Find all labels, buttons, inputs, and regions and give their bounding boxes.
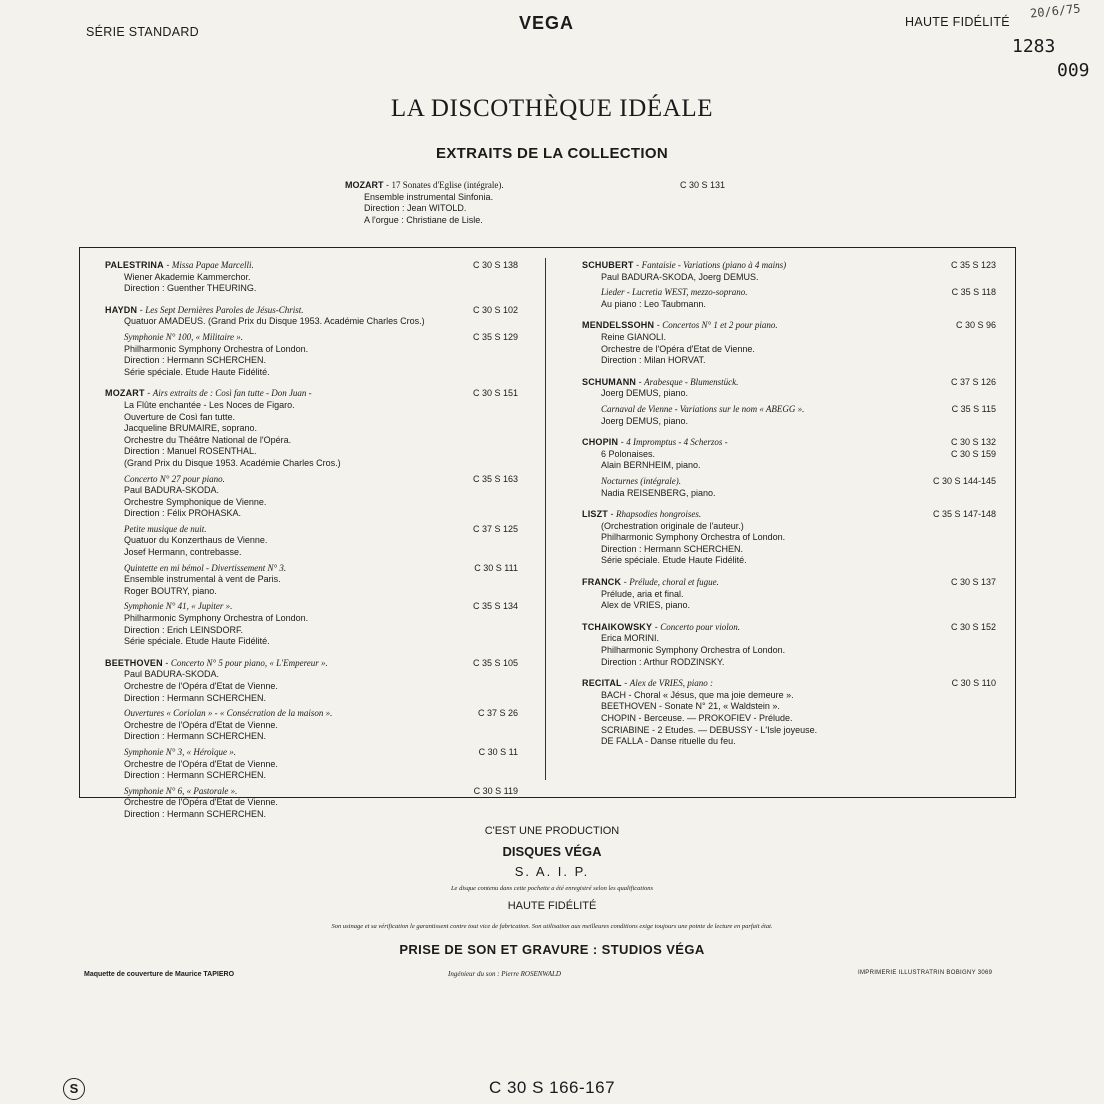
page-title: LA DISCOTHÈQUE IDÉALE <box>390 95 714 122</box>
entry-detail: Direction : Hermann SCHERCHEN. <box>124 808 267 819</box>
stereo-symbol: S <box>63 1078 85 1100</box>
composer-name: MENDELSSOHN <box>582 320 655 331</box>
composer-name: PALESTRINA <box>105 260 164 270</box>
featured-line: Direction : Jean WITOLD. <box>364 203 467 213</box>
haute-fidelite-label: HAUTE FIDÉLITÉ <box>507 900 597 912</box>
catalog-number: C 30 S 102 <box>472 304 518 315</box>
catalog-entry <box>105 474 518 520</box>
entry-detail: Direction : Hermann SCHERCHEN. <box>601 543 744 554</box>
catalog-left-column <box>105 260 518 821</box>
entry-detail: BEETHOVEN - Sonate N° 21, « Waldstein ». <box>601 701 780 712</box>
studio-label: PRISE DE SON ET GRAVURE : STUDIOS VÉGA <box>399 942 705 957</box>
catalog-number: C 35 S 163 <box>472 473 518 484</box>
entry-detail: BACH - Choral « Jésus, que ma joie demeure ». <box>601 689 794 700</box>
entry-detail: Philharmonic Symphony Orchestra of London. <box>601 645 786 656</box>
fidelity-label: HAUTE FIDÉLITÉ <box>905 15 1010 29</box>
brand-name: VEGA <box>519 13 575 33</box>
catalog-entry: PALESTRINA - Missa Papae Marcelli. C 30 S 138 Wiener Akademie Kammerchor. Direction : Guenther THEURING. <box>105 260 518 294</box>
label-name: DISQUES VÉGA <box>502 844 602 859</box>
entry-detail: Quatuor du Konzerthaus de Vienne. <box>124 535 268 546</box>
work-title: Prélude, choral et fugue. <box>629 577 719 588</box>
composer-name: SCHUBERT <box>582 260 634 270</box>
work-title: Concerto pour violon. <box>660 621 740 632</box>
work-title: Airs extraits de : Così fan tutte - Don Juan - <box>152 388 312 399</box>
entry-detail: Direction : Hermann SCHERCHEN. <box>124 770 267 781</box>
catalog-entry <box>105 524 518 559</box>
entry-detail: Orchestre de l'Opéra d'Etat de Vienne. <box>124 719 278 730</box>
catalog-number: C 37 S 126 <box>950 376 996 387</box>
entry-detail: Joerg DEMUS, piano. <box>601 388 689 399</box>
catalog-entry: SCHUBERT - Fantaisie - Variations (piano à 4 mains) C 35 S 123 Paul BADURA-SKODA, Joerg DEMUS. <box>582 260 996 282</box>
entry-detail: Erica MORINI. <box>601 633 660 644</box>
entry-detail: Alain BERNHEIM, piano. <box>601 460 701 471</box>
catalog-number: C 37 S 125 <box>472 523 518 534</box>
work-title: 4 Impromptus - 4 Scherzos - <box>626 437 728 448</box>
entry-detail: Direction : Hermann SCHERCHEN. <box>124 731 267 742</box>
catalog-number: C 30 S 111 <box>474 562 518 573</box>
record-catalog-number: C 30 S 166-167 <box>488 1078 616 1097</box>
featured-entry: MOZART - 17 Sonates d'Eglise (intégrale). Ensemble instrumental Sinfonia. Direction : Jean WITOLD. A l'orgue : Christiane de Lisle. <box>345 180 504 225</box>
catalog-number: C 30 S 137 <box>950 577 996 588</box>
catalog-number: C 30 S 138 <box>472 260 518 270</box>
catalog-entry: SCHUMANN - Arabesque - Blumenstück. C 37 S 126 Joerg DEMUS, piano. <box>582 376 996 399</box>
composer-name: MOZART <box>105 388 145 399</box>
catalog-number: C 30 S 119 <box>473 785 518 796</box>
featured-catalog: C 30 S 131 <box>680 180 726 190</box>
entry-detail: Philharmonic Symphony Orchestra of London. <box>601 532 786 543</box>
entry-detail: Direction : Félix PROHASKA. <box>124 508 242 519</box>
page-subtitle: EXTRAITS DE LA COLLECTION <box>436 145 668 162</box>
composer-name: FRANCK <box>582 577 622 588</box>
featured-work: 17 Sonates d'Eglise (intégrale). <box>391 180 504 190</box>
work-title: Rhapsodies hongroises. <box>616 509 702 520</box>
work-title: Arabesque - Blumenstück. <box>644 376 739 387</box>
entry-detail: Paul BADURA-SKODA. <box>124 669 220 680</box>
entry-detail: Ensemble instrumental à vent de Paris. <box>124 574 281 585</box>
entry-detail: DE FALLA - Danse rituelle du feu. <box>601 736 736 747</box>
catalog-number: C 35 S 115 <box>951 403 996 414</box>
printer-credit: IMPRIMERIE ILLUSTRATRIN BOBIGNY 3069 <box>858 970 993 976</box>
entry-detail: (Orchestration originale de l'auteur.) <box>601 520 744 531</box>
composer-name: RECITAL <box>582 678 622 689</box>
work-title: Symphonie N° 41, « Jupiter ». <box>124 601 233 612</box>
work-title: Carnaval de Vienne - Variations sur le nom « ABEGG ». <box>601 403 805 414</box>
catalog-number: C 35 S 105 <box>472 657 518 668</box>
catalog-entry <box>105 563 518 598</box>
entry-detail: Philharmonic Symphony Orchestra of London. <box>124 613 309 624</box>
entry-detail: Reine GIANOLI. <box>601 331 667 342</box>
catalog-number: C 35 S 123 <box>950 260 996 270</box>
series-label: SÉRIE STANDARD <box>86 25 200 39</box>
composer-name: TCHAIKOWSKY <box>582 621 653 632</box>
catalog-number: C 30 S 110 <box>951 678 996 689</box>
column-divider <box>545 258 546 780</box>
composer-name: CHOPIN <box>582 437 619 448</box>
catalog-entry <box>105 747 518 782</box>
entry-detail: Orchestre de l'Opéra d'Etat de Vienne. <box>124 758 278 769</box>
composer-name: BEETHOVEN <box>105 657 163 668</box>
work-title: Missa Papae Marcelli. <box>171 260 254 270</box>
composer-name: LISZT <box>582 509 608 520</box>
composer-name: HAYDN <box>105 304 138 315</box>
entry-detail: Paul BADURA-SKODA, Joerg DEMUS. <box>601 271 759 282</box>
production-label: C'EST UNE PRODUCTION <box>484 825 620 837</box>
work-title: Lieder - Lucretia WEST, mezzo-soprano. <box>601 287 748 298</box>
guarantee-note: Son usinage et sa vérification le garantissent contre tout vice de fabrication. Son utilisation aux meilleures conditions exige toujours une pointe de lecture en parfait état. <box>331 923 773 930</box>
catalog-entry: LISZT - Rhapsodies hongroises. C 35 S 147-148 (Orchestration originale de l'auteur.) Philharmonic Symphony Orchestra of London. Direction : Hermann SCHERCHEN. Série spéciale. Etude Haute Fidélité. <box>582 509 996 566</box>
catalog-entry <box>582 404 996 427</box>
work-title: Quintette en mi bémol - Divertissement N° 3. <box>124 562 287 573</box>
saip-label: S. A. I. P. <box>514 864 590 879</box>
quality-note: Le disque contenu dans cette pochette a été enregistré selon les qualifications <box>450 885 654 892</box>
entry-detail: SCRIABINE - 2 Etudes. — DEBUSSY - L'Isle joyeuse. <box>601 724 818 735</box>
entry-detail: Paul BADURA-SKODA. <box>124 485 220 496</box>
entry-detail: Orchestre du Théâtre National de l'Opéra. <box>124 434 292 445</box>
work-title: Concerto N° 27 pour piano. <box>124 473 225 484</box>
catalog-number: C 30 S 151 <box>472 388 518 399</box>
catalog-number: C 30 S 159 <box>950 448 996 459</box>
entry-detail: Philharmonic Symphony Orchestra of London. <box>124 343 309 354</box>
entry-detail: Série spéciale. Etude Haute Fidélité. <box>124 366 270 377</box>
entry-detail: La Flûte enchantée - Les Noces de Figaro. <box>124 399 295 410</box>
catalog-entry: MOZART - Airs extraits de : Così fan tutte - Don Juan - C 30 S 151 La Flûte enchantée - Les Noces de Figaro. Ouverture de Così fan tutte. Jacqueline BRUMAIRE, soprano. Orchestre du Théâtre National de l'Opéra. Direction : Manuel ROSENTHAL. (Grand Prix du Disque 1953. Académie Charles Cros.) <box>105 388 518 468</box>
catalog-entry <box>105 786 518 821</box>
entry-detail: Josef Hermann, contrebasse. <box>124 547 242 558</box>
catalog-entry: HAYDN - Les Sept Dernières Paroles de Jésus-Christ. C 30 S 102 Quatuor AMADEUS. (Grand Prix du Disque 1953. Académie Charles Cros.) <box>105 304 518 327</box>
catalog-entry: BEETHOVEN - Concerto N° 5 pour piano, « L'Empereur ». C 35 S 105 Paul BADURA-SKODA. Orchestre de l'Opéra d'Etat de Vienne. Direction : Hermann SCHERCHEN. <box>105 657 518 703</box>
entry-detail: Série spéciale. Etude Haute Fidélité. <box>601 555 747 566</box>
work-title: Petite musique de nuit. <box>124 523 207 534</box>
catalog-right-column <box>582 260 996 748</box>
entry-detail: Ouverture de Così fan tutte. <box>124 411 236 422</box>
engineer-credit: Ingénieur du son : Pierre ROSENWALD <box>448 970 561 978</box>
work-title: Ouvertures « Coriolan » - « Consécration de la maison ». <box>124 708 333 719</box>
entry-detail: Joerg DEMUS, piano. <box>601 415 689 426</box>
composer-name: SCHUMANN <box>582 376 637 387</box>
entry-detail: Orchestre Symphonique de Vienne. <box>124 496 267 507</box>
catalog-number: C 30 S 132 <box>950 437 996 448</box>
catalog-number: C 30 S 11 <box>478 746 518 757</box>
featured-line: A l'orgue : Christiane de Lisle. <box>364 214 483 225</box>
entry-detail: Nadia REISENBERG, piano. <box>601 487 716 498</box>
entry-detail: Orchestre de l'Opéra d'Etat de Vienne. <box>124 797 278 808</box>
entry-detail: Orchestre de l'Opéra d'Etat de Vienne. <box>124 681 278 691</box>
entry-detail: Orchestre de l'Opéra d'Etat de Vienne. <box>601 343 755 354</box>
work-title: Concerto N° 5 pour piano, « L'Empereur ». <box>170 657 328 668</box>
work-title: Concertos N° 1 et 2 pour piano. <box>662 320 778 331</box>
catalog-number: C 30 S 152 <box>950 621 996 632</box>
entry-detail: Quatuor AMADEUS. (Grand Prix du Disque 1953. Académie Charles Cros.) <box>124 316 425 327</box>
catalog-entry <box>105 601 518 647</box>
entry-detail: Direction : Arthur RODZINSKY. <box>601 656 725 667</box>
entry-detail: (Grand Prix du Disque 1953. Académie Charles Cros.) <box>124 457 341 468</box>
entry-detail: CHOPIN - Berceuse. — PROKOFIEV - Prélude. <box>601 713 793 723</box>
catalog-entry: FRANCK - Prélude, choral et fugue. C 30 S 137 Prélude, aria et final. Alex de VRIES, piano. <box>582 577 996 611</box>
entry-detail: 6 Polonaises. <box>601 448 656 459</box>
work-title: Alex de VRIES, piano : <box>629 678 713 689</box>
entry-detail: Direction : Guenther THEURING. <box>124 283 257 294</box>
cover-credit: Maquette de couverture de Maurice TAPIERO <box>84 971 235 978</box>
handwritten-number-1: 1283 <box>1012 36 1056 57</box>
entry-detail: Au piano : Leo Taubmann. <box>601 298 706 309</box>
catalog-entry <box>582 476 996 499</box>
work-title: Symphonie N° 6, « Pastorale ». <box>124 785 238 796</box>
work-title: Symphonie N° 3, « Héroïque ». <box>124 746 236 757</box>
featured-composer: MOZART <box>345 180 384 190</box>
catalog-number: C 35 S 129 <box>472 331 518 342</box>
work-title: Nocturnes (intégrale). <box>601 475 681 486</box>
entry-detail: Prélude, aria et final. <box>601 588 684 599</box>
catalog-entry: RECITAL - Alex de VRIES, piano : C 30 S 110 BACH - Choral « Jésus, que ma joie demeure ». BEETHOVEN - Sonate N° 21, « Waldstein ». CHOPIN - Berceuse. — PROKOFIEV - Prélude. SCRIABINE - 2 Etudes. — DEBUSSY - L'Isle joyeuse. DE FALLA - Danse rituelle du feu. <box>582 678 996 747</box>
entry-detail: Jacqueline BRUMAIRE, soprano. <box>124 423 258 434</box>
catalog-entry <box>105 332 518 378</box>
catalog-number: C 35 S 134 <box>472 601 518 612</box>
catalog-entry <box>105 708 518 743</box>
catalog-number: C 35 S 147-148 <box>932 509 996 520</box>
catalog-entry: MENDELSSOHN - Concertos N° 1 et 2 pour piano. C 30 S 96 Reine GIANOLI. Orchestre de l'Opéra d'Etat de Vienne. Direction : Milan HORVAT. <box>582 320 996 366</box>
entry-detail: Direction : Milan HORVAT. <box>601 355 706 366</box>
entry-detail: Série spéciale. Etude Haute Fidélité. <box>124 636 270 647</box>
handwritten-date: 20/6/75 <box>1029 1 1082 21</box>
catalog-entry: TCHAIKOWSKY - Concerto pour violon. C 30 S 152 Erica MORINI. Philharmonic Symphony Orchestra of London. Direction : Arthur RODZINSKY. <box>582 621 996 667</box>
catalog-number: C 35 S 118 <box>951 287 996 298</box>
entry-detail: Direction : Manuel ROSENTHAL. <box>124 446 257 457</box>
entry-detail: Direction : Hermann SCHERCHEN. <box>124 692 267 703</box>
entry-detail: Alex de VRIES, piano. <box>601 600 691 611</box>
catalog-number: C 37 S 26 <box>477 708 518 719</box>
entry-detail: Direction : Erich LEINSDORF. <box>124 624 244 635</box>
work-title: Symphonie N° 100, « Militaire ». <box>124 331 244 342</box>
handwritten-number-2: 009 <box>1057 60 1090 81</box>
featured-line: Ensemble instrumental Sinfonia. <box>364 191 494 202</box>
entry-detail: Wiener Akademie Kammerchor. <box>124 271 251 282</box>
entry-detail: Direction : Hermann SCHERCHEN. <box>124 355 267 366</box>
entry-detail: Roger BOUTRY, piano. <box>124 585 217 596</box>
catalog-entry: CHOPIN - 4 Impromptus - 4 Scherzos - C 30 S 132 C 30 S 159 6 Polonaises. Alain BERNHEIM, piano. <box>582 437 996 471</box>
catalog-number: C 30 S 96 <box>955 320 996 331</box>
catalog-number: C 30 S 144-145 <box>932 475 996 486</box>
work-title: Fantaisie - Variations (piano à 4 mains) <box>641 260 787 270</box>
catalog-entry <box>582 287 996 310</box>
work-title: Les Sept Dernières Paroles de Jésus-Christ. <box>145 304 304 315</box>
